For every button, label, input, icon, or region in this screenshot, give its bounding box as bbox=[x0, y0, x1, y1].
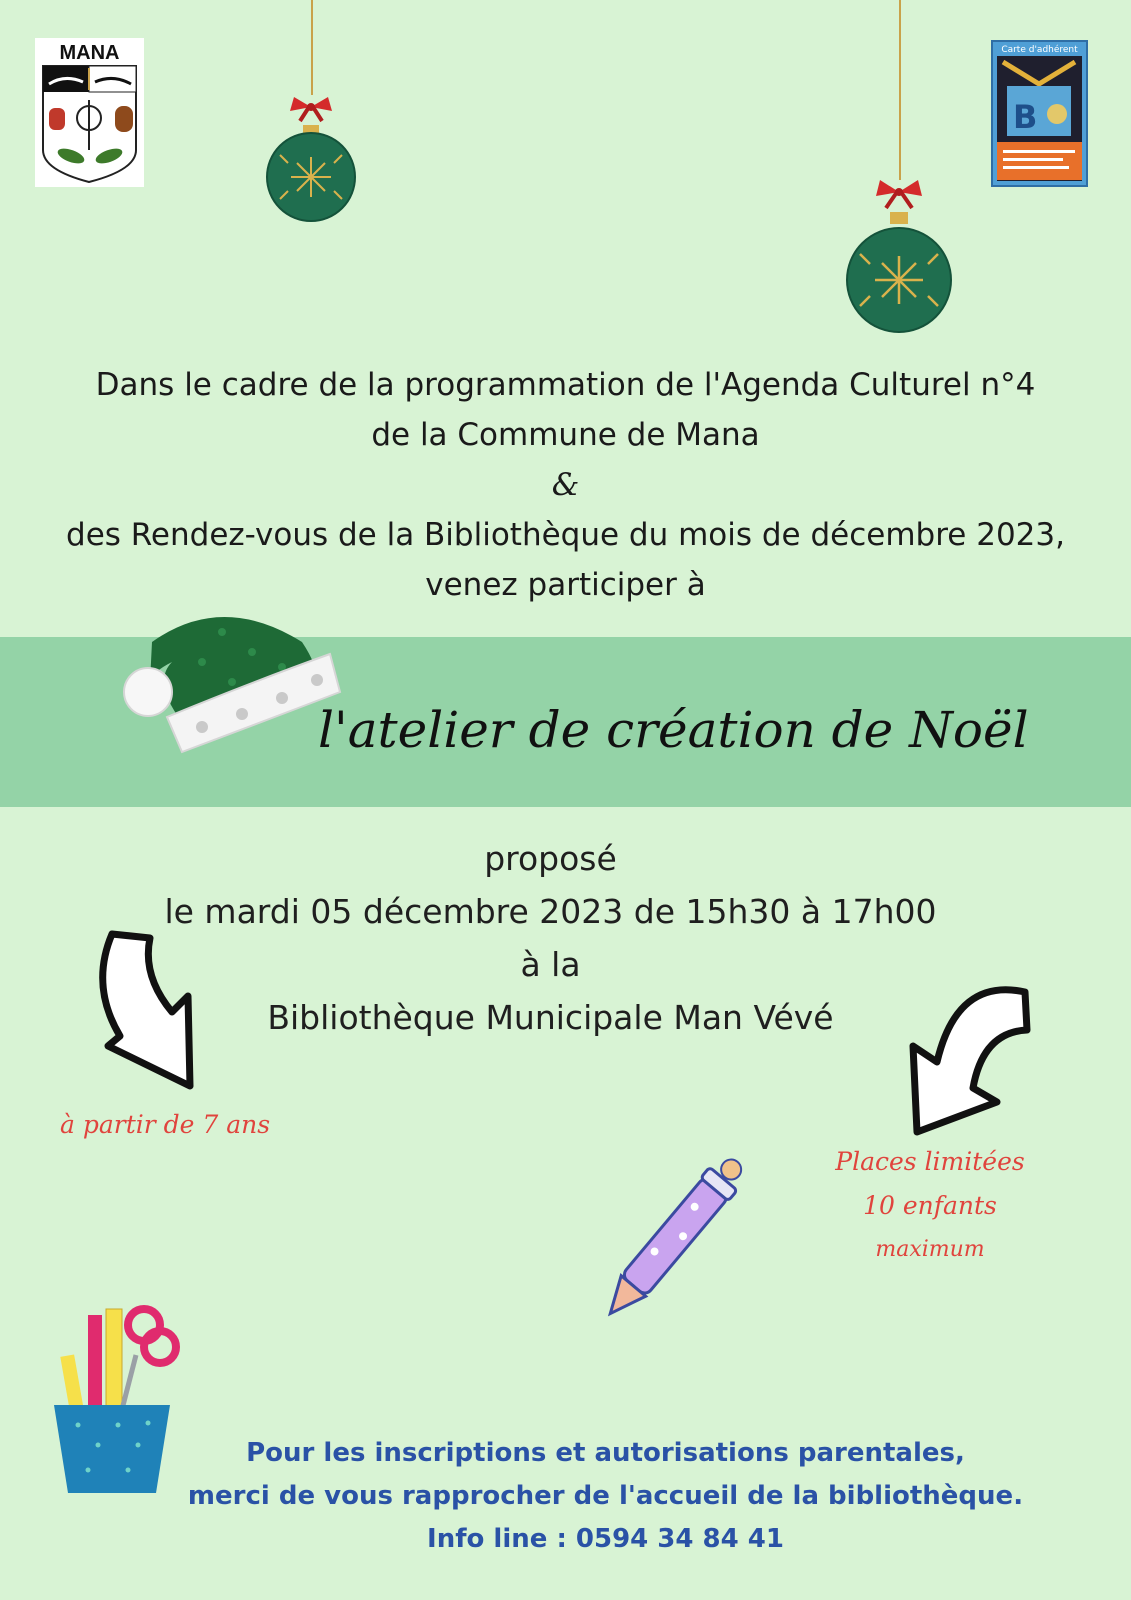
age-note: à partir de 7 ans bbox=[60, 1110, 271, 1139]
intro-line-4: venez participer à bbox=[425, 567, 706, 603]
mana-logo bbox=[35, 38, 144, 187]
mana-logo-label: MANA bbox=[59, 42, 120, 64]
info-line-phone: Info line : 0594 34 84 41 bbox=[427, 1524, 784, 1554]
contact-info bbox=[80, 1432, 1131, 1561]
intro-line-2: de la Commune de Mana bbox=[371, 417, 760, 453]
contact-line-2: merci de vous rapprocher de l'accueil de la bibliothèque. bbox=[187, 1481, 1024, 1511]
intro-line-3: des Rendez-vous de la Bibliothèque du mois de décembre 2023, bbox=[66, 517, 1065, 553]
event-details bbox=[100, 832, 1001, 1044]
intro-line-1: Dans le cadre de la programmation de l'Agenda Culturel n°4 bbox=[95, 367, 1036, 403]
coat-of-arms-icon bbox=[35, 38, 144, 187]
santa-hat-icon bbox=[112, 602, 344, 764]
workshop-title: l'atelier de création de Noël bbox=[318, 701, 1029, 759]
svg-text:B: B bbox=[1013, 98, 1038, 136]
library-card-logo bbox=[991, 40, 1088, 187]
places-line-1: Places limitées bbox=[835, 1147, 1025, 1176]
library-card-label: Carte d'adhérent bbox=[1001, 45, 1078, 55]
pen-icon bbox=[584, 1140, 760, 1340]
places-line-2: 10 enfants bbox=[863, 1191, 997, 1220]
christmas-ornament-left-icon bbox=[262, 85, 360, 227]
curved-arrow-left-icon bbox=[90, 926, 205, 1096]
details-line-3: à la bbox=[520, 945, 581, 984]
intro-text bbox=[20, 360, 1111, 610]
event-date-time: le mardi 05 décembre 2023 de 15h30 à 17h00 bbox=[164, 892, 937, 931]
library-card-icon bbox=[993, 42, 1086, 185]
contact-line-1: Pour les inscriptions et autorisations parentales, bbox=[246, 1438, 965, 1468]
intro-ampersand: & bbox=[551, 467, 580, 503]
details-line-1: proposé bbox=[484, 839, 617, 878]
places-note bbox=[820, 1140, 1040, 1272]
curved-arrow-right-icon bbox=[897, 982, 1033, 1137]
ornament-string-left bbox=[311, 0, 313, 95]
places-line-3: maximum bbox=[875, 1237, 985, 1262]
christmas-ornament-right-icon bbox=[844, 170, 954, 336]
event-location: Bibliothèque Municipale Man Vévé bbox=[267, 998, 834, 1037]
ornament-string-right bbox=[899, 0, 901, 180]
